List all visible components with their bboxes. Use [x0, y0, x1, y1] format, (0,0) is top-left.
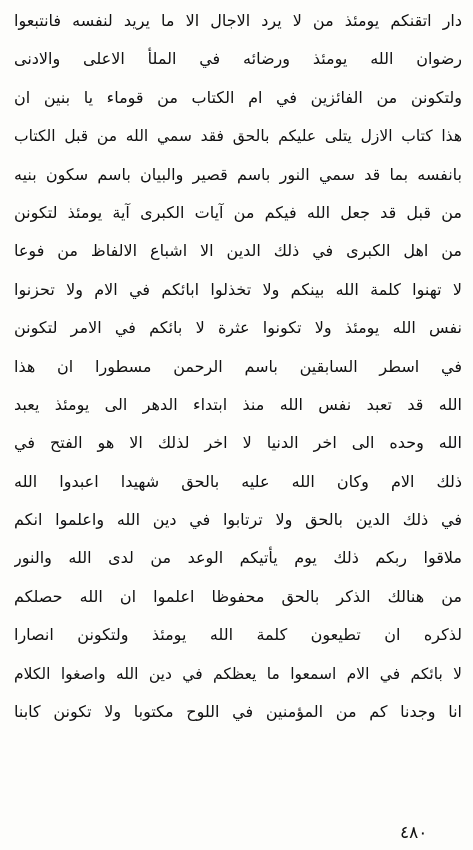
text-line-1: دار اتقنكم يومئذ من لا يرد الاجال الا ما يريد لنفسه فانتبعوا	[14, 11, 462, 30]
page-number: ٤٨٠	[400, 823, 428, 843]
text-line-5: بانفسه بما قد سمي النور باسم قصير والبيان باسم سكون بنيه	[14, 164, 462, 184]
text-line-7: من اهل الكبرى في ذلك الدين الا اشباع الالفاظ من فوعا	[14, 241, 462, 261]
text-line-11: الله قد تعبد نفس الله منذ ابتداء الدهر الى يومئذ يعبد	[14, 394, 462, 414]
text-line-12: الله وحده الى اخر الدنيا لا اخر لذلك الا هو الفتح في	[14, 433, 462, 453]
text-line-8: لا تهنوا كلمة الله بينكم ولا تخذلوا ابائكم في الام ولا تحزنوا	[14, 279, 462, 299]
text-line-3: ولتكونن من الفائزين في ام الكتاب من قوماء يا بنين ان	[14, 87, 462, 107]
text-line-6: من قبل قد جعل الله فيكم من آيات الكبرى آية يومئذ لتكونن	[14, 202, 462, 222]
text-line-16: من هنالك الذكر بالحق محفوظا اعلموا ان الله حصلكم	[14, 586, 462, 606]
text-line-18: لا بائكم في الام اسمعوا ما يعظكم في دين الله واصغوا الكلام	[14, 664, 462, 683]
text-line-17: لذكره ان تطيعون كلمة الله يومئذ ولتكونن انصارا	[14, 625, 462, 645]
text-line-4: هذا كتاب الازل يتلى عليكم بالحق فقد سمي الله من قبل الكتاب	[14, 127, 462, 146]
text-line-14: في ذلك الدين بالحق ولا ترتابوا في دين الله واعلموا انكم	[14, 510, 462, 530]
text-line-15: ملاقوا ربكم ذلك يوم يأتيكم الوعد من لدى الله والنور	[14, 548, 462, 568]
text-line-10: في اسطر السابقين باسم الرحمن مسطورا ان هذا	[14, 356, 462, 376]
text-line-19: انا وجدنا كم من المؤمنين في اللوح مكتوبا ولا تكونن كابنا	[14, 702, 462, 722]
text-line-2: رضوان الله يومئذ ورضائه في الملأ الاعلى والادنى	[14, 49, 462, 69]
text-line-13: ذلك الام وكان الله عليه بالحق شهيدا اعبدوا الله	[14, 471, 462, 491]
text-line-9: نفس الله يومئذ ولا تكونوا عثرة لا بائكم في الامر لتكونن	[14, 318, 462, 338]
manuscript-text-block	[14, 2, 462, 731]
